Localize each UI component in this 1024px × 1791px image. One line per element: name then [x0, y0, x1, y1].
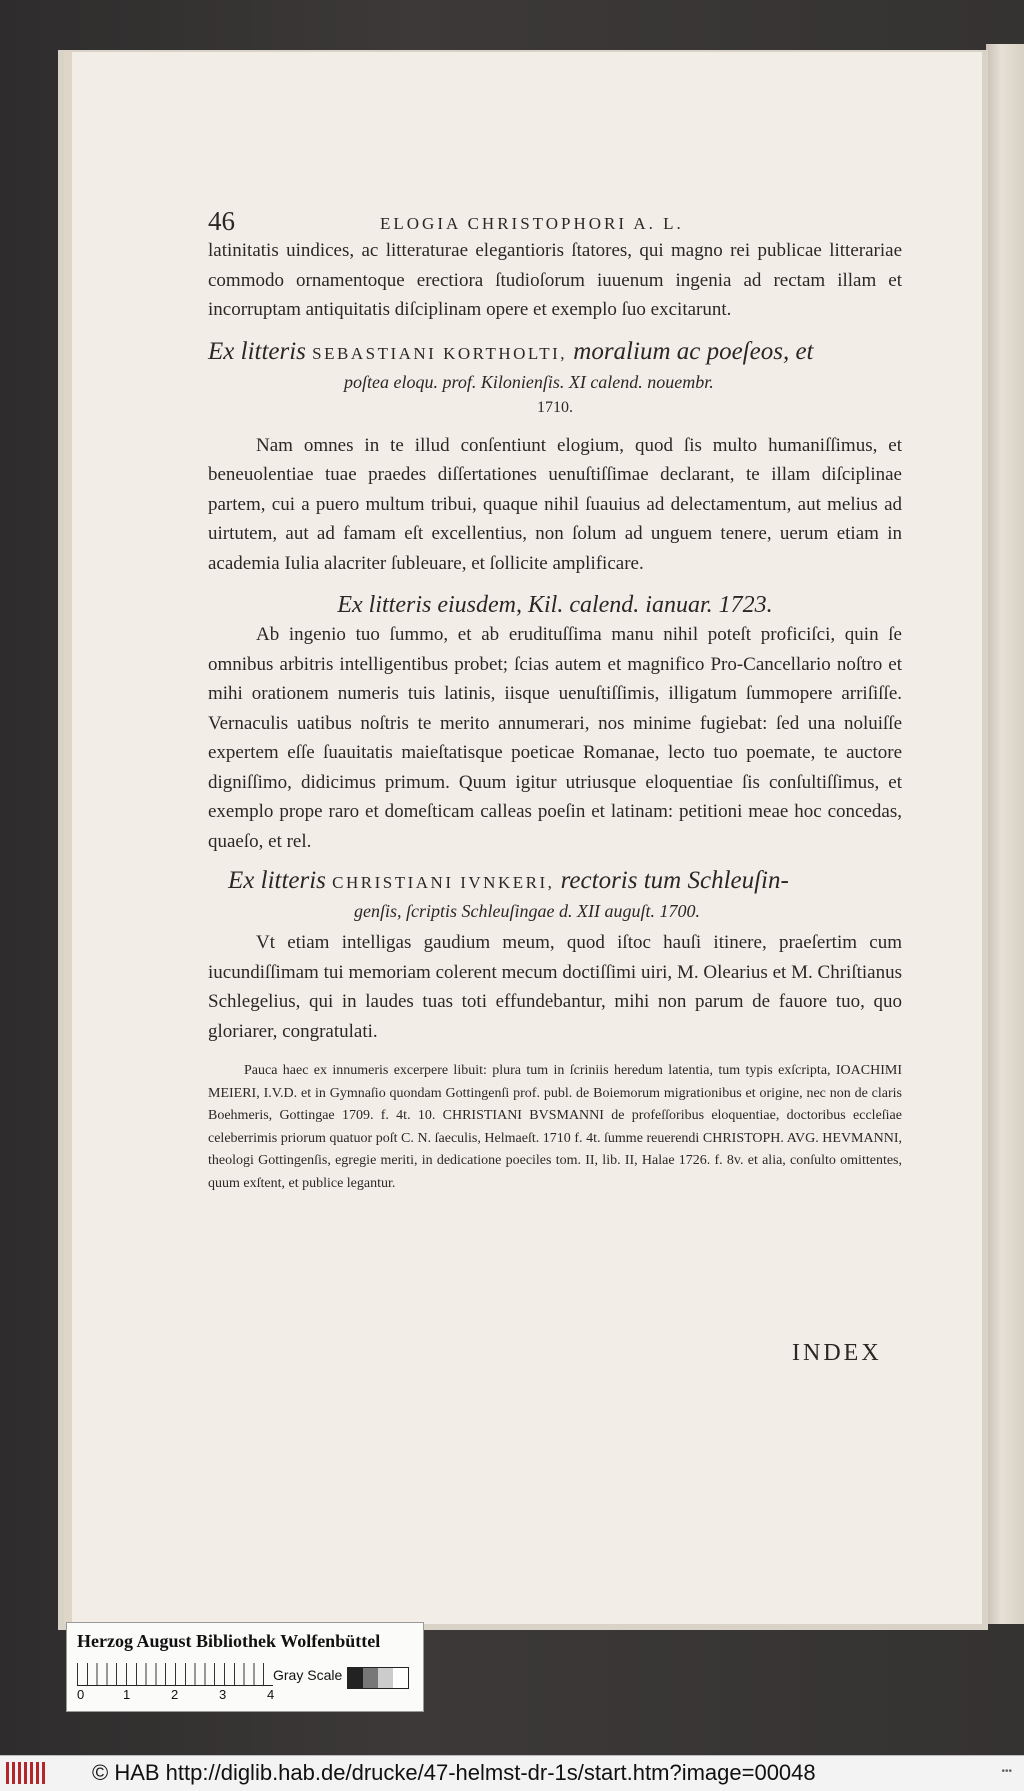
- ruler-number: 4: [267, 1687, 275, 1702]
- letter3-heading-post: rectoris tum Schleuſin-: [560, 867, 789, 894]
- grayscale-bar: [347, 1667, 409, 1689]
- letter1-year: 1710.: [537, 398, 573, 416]
- ruler-number: 2: [171, 1687, 179, 1702]
- letter2-heading: Ex litteris eiusdem, Kil. calend. ianuar. 1723.: [337, 592, 773, 618]
- ruler-number: 0: [77, 1687, 85, 1702]
- main-text: [208, 236, 902, 1195]
- scale-ruler: [77, 1663, 273, 1686]
- hab-logo-icon: [6, 1762, 46, 1784]
- grayscale-label: Gray Scale: [273, 1667, 343, 1683]
- intro-paragraph: latinitatis uindices, ac litteraturae elegantioris ſtatores, qui magno rei publicae litterariae commodo ornamentoque erectiora ſtudioſorum iuuenum ingenia ad rectam illam et incorruptam antiquitatis diſciplinam opere et exemplo ſuo excitarunt.: [208, 240, 902, 320]
- letter3-subheading: genſis, ſcriptis Schleuſingae d. XII auguſt. 1700.: [354, 901, 700, 921]
- letter2-text: Ab ingenio tuo ſummo, et ab erudituſſima manu nihil poteſt proficiſci, quin ſe omnibus arbitris intelligentibus probet; ſcias autem et magnifico Pro-Cancellario noſtro et mihi orationem numeris tuis latinis, iisque uenuſtiſſimis, illigatum ſummopere arriſiſſe. Vernaculis uatibus noſtris te merito annumerari, nos minime fugiebat: ſed una noluiſſe expertem eſſe ſuauitatis maieſtatisque poeticae Romanae, lecto tuo poemate, te auctore digniſſimo, didicimus primum. Quum igitur utriusque eloquentiae ſis conſultiſſimus, et exemplo prope raro et domeſticam calleas poeſin et latinam: petitioni meae hoc concedas, quaeſo, et rel.: [208, 624, 902, 852]
- letter3-heading-pre: Ex litteris: [228, 867, 326, 894]
- library-label: [66, 1622, 424, 1712]
- footnote: Pauca haec ex innumeris excerpere libuit: plura tum in ſcriniis heredum latentia, tum typis exſcripta, IOACHIMI MEIERI, I.V.D. et in Gymnaſio quondam Gottingenſi prof. publ. de Boiemorum migrationibus et origine, nec non de claris Boehmeris, Gottingae 1709. f. 4t. 10. CHRISTIANI BVSMANNI de profeſſoribus eloquentiae, doctoribus eccleſiae celeberrimis priorum quatuor poſt C. N. ſaeculis, Helmaeſt. 1710 f. 4t. ſumme reuerendi CHRISTOPH. AVG. HEVMANNI, theologi Gottingenſis, egregie meriti, in dedicatione poeciles tom. II, lib. II, Halae 1726. f. 8v. et alia, conſulto omittentes, quum exſtent, et publice legantur.: [208, 1063, 902, 1191]
- ruler-number: 3: [219, 1687, 227, 1702]
- ruler-number: 1: [123, 1687, 131, 1702]
- page-number: 46: [208, 206, 235, 236]
- catchword: INDEX: [792, 1340, 882, 1366]
- more-icon: •••: [1001, 1766, 1012, 1777]
- letter3-heading: [208, 866, 902, 898]
- facing-page-edge: [986, 44, 1024, 1624]
- letter3-heading-name: CHRISTIANI IVNKERI,: [332, 873, 555, 892]
- letter1-heading-post: moralium ac poeſeos, et: [573, 337, 814, 365]
- letter1-heading: [208, 337, 902, 369]
- letter1-heading-name: SEBASTIANI KORTHOLTI,: [312, 343, 568, 363]
- letter1-subheading: poſtea eloqu. prof. Kilonienſis. XI calend. nouembr.: [344, 371, 714, 392]
- footer-bar: [0, 1755, 1024, 1791]
- library-name: Herzog August Bibliothek Wolfenbüttel: [77, 1631, 381, 1651]
- letter3-text: Vt etiam intelligas gaudium meum, quod iſtoc hauſi itinere, praeſertim cum iucundiſſimam tui memoriam colerent mecum doctiſſimi uiri, M. Olearius et M. Chriſtianus Schlegelius, qui in laudes tuas toti effundebantur, mihi non parum de fauore tuo, quo gloriarer, congratulati.: [208, 932, 902, 1042]
- running-head: ELOGIA CHRISTOPHORI A. L.: [380, 214, 684, 233]
- letter1-heading-pre: Ex litteris: [208, 337, 306, 365]
- letter1-text: Nam omnes in te illud conſentiunt elogium, quod ſis multo humaniſſimus, et beneuolentiae tuae praedes diſſertationes uenuſtiſſimae declarant, te illam diſciplinae partem, cui a puero multum tribui, quaque nihil ſuauius ad delectamentum, aut melius ad uirtutem, aut ad famam eſt excellentius, non ſolum ad unguem tenere, uerum etiam in academia Iulia alacriter ſubleuare, et ſollicite amplificare.: [208, 434, 902, 574]
- footer-url[interactable]: © HAB http://diglib.hab.de/drucke/47-helmst-dr-1s/start.htm?image=00048: [92, 1760, 816, 1785]
